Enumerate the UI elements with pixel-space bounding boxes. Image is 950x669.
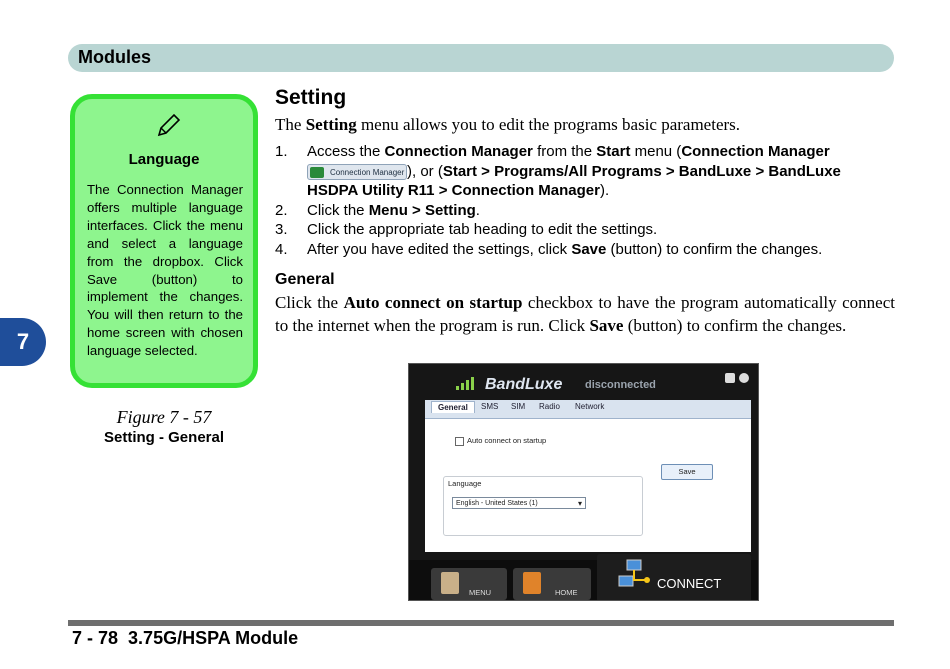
setting-heading: Setting [275, 86, 347, 109]
tab-radio[interactable]: Radio [539, 402, 560, 411]
close-icon[interactable] [739, 373, 749, 383]
figure-caption: Figure 7 - 57 [116, 407, 212, 427]
connection-status: disconnected [585, 379, 656, 391]
save-button[interactable]: Save [661, 464, 713, 480]
menu-icon [441, 572, 459, 594]
page-number: 7 - 78 [72, 628, 119, 648]
minimize-icon[interactable] [725, 373, 735, 383]
note-title: Language [128, 151, 200, 168]
app-screenshot [408, 363, 759, 601]
language-dropdown[interactable]: English - United States (1) ▾ [452, 497, 586, 509]
step-item: 3. Click the appropriate tab heading to edit the settings. [275, 221, 658, 238]
step-item: 2. Click the Menu > Setting. [275, 201, 480, 219]
section-title: Modules [78, 47, 152, 67]
home-button[interactable]: HOME [513, 568, 591, 600]
auto-connect-checkbox[interactable]: Auto connect on startup [455, 436, 546, 446]
connection-manager-icon: Connection Manager [307, 164, 407, 180]
pen-icon [155, 113, 181, 139]
steps-list [275, 142, 895, 259]
note-box [70, 94, 258, 388]
bottom-toolbar [409, 560, 758, 601]
app-logo: BandLuxe [485, 376, 563, 393]
tab-general[interactable]: General [431, 401, 475, 413]
setting-intro: The Setting menu allows you to edit the programs basic parameters. [275, 115, 741, 134]
general-heading: General [275, 271, 335, 288]
note-text: The Connection Manager offers multiple language interfaces. Click the menu and select a language from the dropbox. Click Save (button) to implement the changes. You will then return to the home screen with chosen language selected. [87, 182, 243, 359]
tab-network[interactable]: Network [575, 402, 605, 411]
menu-button[interactable]: MENU [431, 568, 507, 600]
network-icon [617, 558, 653, 592]
step-item: 4. After you have edited the settings, click Save (button) to confirm the changes. [275, 240, 823, 258]
tab-sim[interactable]: SIM [511, 402, 526, 411]
section-header [68, 44, 894, 72]
tab-bar [425, 400, 751, 419]
connect-button[interactable]: CONNECT [597, 554, 751, 601]
home-icon [523, 572, 541, 594]
signal-icon [454, 376, 480, 390]
language-group [443, 476, 643, 536]
footer [72, 628, 298, 649]
footer-title: 3.75G/HSPA Module [128, 628, 299, 648]
settings-panel [425, 400, 751, 552]
step-item: 1. Access the Connection Manager from the Start menu (Connection Manager Connection Manager ), or (Start > Programs/All Programs > BandLuxe > BandLuxe HSDPA Utility R11 > Connection Manager). [275, 143, 841, 199]
footer-rule [68, 620, 894, 626]
language-label: Language [448, 479, 482, 488]
figure-title: Setting - General [103, 429, 225, 446]
chapter-tab: 7 [0, 318, 46, 366]
general-text: Click the Auto connect on startup checkbox to have the program automatically connect to the internet when the program is run. Click Save (button) to confirm the changes. [275, 293, 895, 335]
tab-sms[interactable]: SMS [481, 402, 499, 411]
